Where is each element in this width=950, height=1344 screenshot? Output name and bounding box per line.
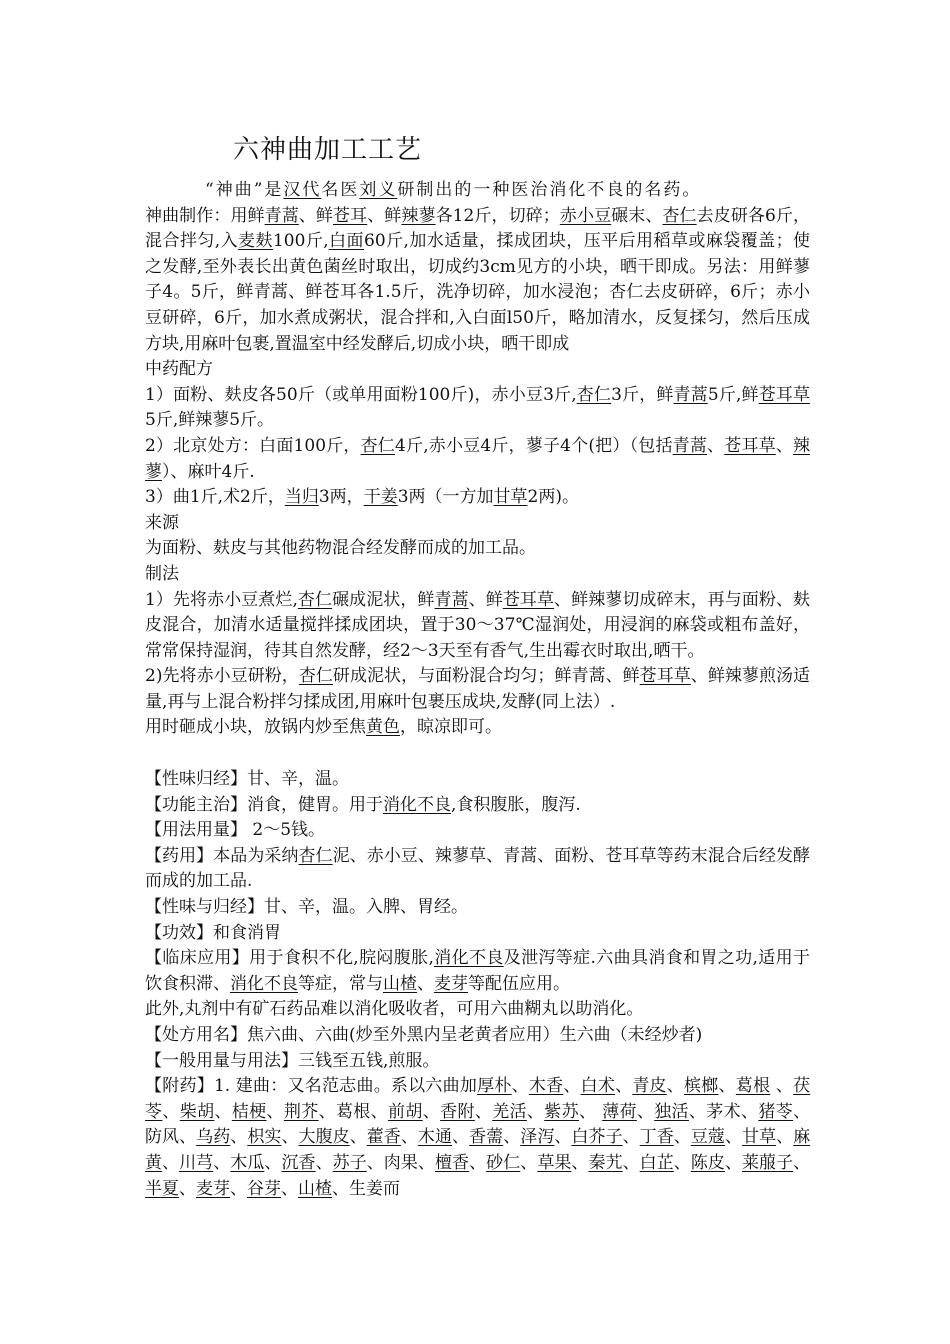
text-run: ,食积腹胀，腹泻. [451,794,581,815]
text-run: 、 [622,1152,640,1173]
herb-link[interactable]: 苍耳草 [502,589,555,610]
text-run: 、 [162,1152,180,1173]
paragraph [145,178,810,204]
herb-link[interactable]: 苍耳草 [724,435,776,456]
herb-link[interactable]: 藿香 [366,1127,401,1148]
text-run: 、 [474,1101,493,1122]
document-title: 六神曲加工工艺 [233,135,423,165]
paragraph [145,767,810,793]
text-run: 碾成泥状，鲜 [332,589,435,610]
text-run: 、鲜辣蓼切成碎末，再与面粉、麸皮混合，加清水适量搅拌揉成团块，置于30～37℃湿润处，用浸润的麻袋或粗布盖好，常常保持湿润，待其自然发酵，经2～3天至有香气,生出霉衣时取出,晒干。 [145,589,811,661]
paragraph [145,511,810,537]
text-run: 来源 [145,512,179,533]
text-run: 、防风、 [145,1101,811,1148]
herb-link[interactable]: 独活 [654,1101,689,1122]
text-run: 、 [422,1101,441,1122]
herb-link[interactable]: 杏仁 [576,384,612,405]
herb-link[interactable]: 杏仁 [662,205,697,226]
herb-link[interactable]: 羌活 [492,1101,527,1122]
paragraph [145,664,810,715]
text-run: 、 [266,1101,284,1122]
text-run: ，晾凉即可。 [400,717,502,738]
herb-link[interactable]: 木香 [528,1076,564,1097]
herb-link[interactable]: 谷芽 [247,1178,281,1199]
text-run: 、 [775,435,794,456]
text-run: 【用法用量】 2～5钱。 [145,820,326,841]
herb-link[interactable]: 陈皮 [690,1152,725,1173]
herb-link[interactable]: 辣蓼 [145,435,811,482]
text-run: 、 [469,1152,487,1173]
text-run: 、鲜 [298,205,334,226]
herb-link[interactable]: 桔梗 [231,1101,267,1122]
herb-link[interactable]: 柴胡 [179,1101,215,1122]
text-run: 、鲜 [367,205,402,226]
text-run: 、 [707,435,725,456]
text-run: 、 [673,1152,691,1173]
herb-link[interactable]: 山楂 [298,1178,332,1199]
text-run: 、 [417,973,434,994]
text-run: 名医 [321,180,360,200]
text-run: 、 [349,1127,367,1148]
herb-link[interactable]: 葛根 [735,1076,771,1097]
text-run: 碾末、 [611,205,663,226]
herb-link[interactable]: 杏仁 [298,666,333,687]
paragraph [145,562,810,588]
paragraph [145,357,810,383]
herb-link[interactable]: 茯苓 [145,1076,811,1122]
herb-link[interactable]: 甘草 [742,1127,777,1148]
text-run: 、 [520,1152,538,1173]
herb-link[interactable]: 槟榔 [684,1076,719,1097]
text-run: 【性味归经】甘、辛，温。 [145,769,349,790]
text-run: 、 [214,1101,232,1122]
herb-link[interactable]: 山楂 [383,973,417,994]
document-page [145,130,810,1202]
paragraph [145,588,810,665]
text-run: 、 [666,1076,685,1097]
herb-link[interactable]: 干姜 [363,487,398,508]
herb-link[interactable]: 泽泻 [520,1127,555,1148]
text-run: 100斤, [272,231,329,252]
text-run: 、 [281,1127,299,1148]
text-run: 中药配方 [145,359,213,380]
herb-link[interactable]: 麦麸 [238,231,273,252]
herb-link[interactable]: 刘义 [359,180,398,200]
text-run: 、 [554,1127,572,1148]
herb-link[interactable]: 苍耳 [333,205,368,226]
herb-link[interactable]: 甘草 [493,487,528,508]
herb-link[interactable]: 苏子 [332,1152,367,1173]
text-run: 去皮研各6斤，混合拌匀,入 [145,205,811,252]
herb-link[interactable]: 厚朴 [477,1076,512,1097]
paragraph [145,895,810,921]
herb-link[interactable]: 青蒿 [672,435,708,456]
text-run: “神曲”是 [205,180,284,200]
paragraph [145,383,810,434]
text-run: 等症，常与 [298,973,383,994]
text-run: 60斤,加水适量，揉成团块，压平后用稻草或麻袋覆盖；使之发酵,至外表长出黄色菌丝时取出，切成约3cm见方的小块，晒干即成。另法：用鲜蓼子4。5斤，鲜青蒿、鲜苍耳各1.5斤，洗净切碎，加水浸泡；杏仁去皮研碎，6斤；赤小豆研碎，6斤，加水煮成粥状，混合拌和,入白面l50斤，略加清水，反复揉匀，然后压成方块,用麻叶包裹,置温室中经发酵后,切成小块，晒干即成 [145,231,811,354]
text-run: 、 [724,1152,742,1173]
herb-link[interactable]: 木通 [417,1127,453,1148]
text-run: 2)先将赤小豆研粉， [145,666,299,687]
herb-link[interactable]: 黄色 [366,717,400,738]
herb-link[interactable]: 苍耳草 [639,666,691,687]
text-run: 1）先将赤小豆煮烂, [145,589,298,610]
text-run: 、 [622,1127,640,1148]
text-run: 、 [526,1101,545,1122]
text-run: 4斤,赤小豆4斤，蓼子4个(把）（包括 [394,435,673,456]
paragraph [145,818,810,844]
text-run: 【一般用量与用法】三钱至五钱,煎服。 [145,1050,440,1071]
paragraph [145,997,810,1023]
herb-link[interactable]: 杏仁 [297,589,333,610]
herb-link[interactable]: 当归 [284,487,319,508]
herb-link[interactable]: 杏仁 [298,845,333,866]
text-run: 【功能主治】消食，健胃。用于 [145,794,383,815]
text-run: 【药用】本品为采纳 [145,845,299,866]
text-run: 【临床应用】用于食积不化,脘闷腹胀, [145,948,434,969]
herb-link[interactable]: 白术 [580,1076,616,1097]
text-run: 、 [615,1076,633,1097]
text-run: 3两， [318,487,364,508]
text-run: 【处方用名】焦六曲、六曲(炒至外黑内呈老黄者应用）生六曲（未经炒者) [145,1025,703,1045]
herb-link[interactable]: 消化不良 [433,948,504,969]
herb-link[interactable]: 白芥子 [571,1127,623,1148]
paragraph [145,715,810,741]
herb-link[interactable]: 杏仁 [360,435,395,456]
text-run: 5斤,鲜辣蓼5斤。 [145,410,275,431]
text-run: 及泄泻等症.六曲具消食和胃之功,适用于饮食积滞、 [145,948,810,994]
herb-link[interactable]: 砂仁 [486,1152,521,1173]
herb-link[interactable]: 青蒿 [264,205,299,226]
herb-link[interactable]: 莱菔子 [742,1152,794,1173]
text-run: 、 [578,1101,603,1122]
paragraph [145,946,810,997]
text-run: 等配伍应用。 [468,973,570,994]
herb-link[interactable]: 白芷 [639,1152,674,1173]
text-run: 、 [264,1152,282,1173]
herb-link[interactable]: 薄荷 [602,1101,637,1122]
paragraph [145,844,810,895]
text-run: 【附药】1. 建曲：又名范志曲。系以六曲加 [145,1076,478,1097]
text-run: 、 [511,1076,529,1097]
herb-link[interactable]: 香薷 [469,1127,504,1148]
text-run: ）、麻叶4斤. [162,461,255,482]
text-run: 5斤,鲜 [707,384,759,405]
text-run: 用时砸成小块，放锅内炒至焦 [145,717,366,738]
spacer [145,741,810,767]
text-run: 、茅术、 [688,1101,759,1122]
paragraph [145,921,810,947]
herb-link[interactable]: 青蒿 [434,589,469,610]
herb-link[interactable]: 木瓜 [230,1152,265,1173]
herb-link[interactable]: 川芎 [179,1152,214,1173]
text-run: 、 [793,1152,811,1173]
text-run: 、生姜而 [332,1178,400,1199]
paragraph [145,536,810,562]
text-run: 、 [213,1152,231,1173]
text-run: 、葛根、 [318,1101,389,1122]
text-run: 2两)。 [527,487,579,508]
text-run: 各12斤，切碎； [435,205,560,226]
text-run: 、 [776,1127,794,1148]
text-run: 、 [724,1127,743,1148]
herb-link[interactable]: 前胡 [388,1101,423,1122]
text-run: 、 [770,1076,794,1097]
herb-link[interactable]: 豆蔻 [690,1127,725,1148]
herb-link[interactable]: 乌药 [196,1127,231,1148]
text-run: 、 [673,1127,691,1148]
text-run: 研成泥状，与面粉混合均匀；鲜青蒿、鲜 [332,666,640,687]
herb-link[interactable]: 青蒿 [673,384,708,405]
text-run: 、 [230,1178,247,1199]
text-run: 、 [281,1178,298,1199]
herb-link[interactable]: 檀香 [434,1152,470,1173]
herb-link[interactable]: 麦芽 [196,1178,230,1199]
herb-link[interactable]: 消化不良 [230,973,298,994]
text-run: 此外,丸剂中有矿石药品难以消化吸收者，可用六曲糊丸以助消化。 [145,999,644,1020]
text-run: 、肉果、 [366,1152,435,1173]
herb-link[interactable]: 苍耳草 [758,384,810,405]
herb-link[interactable]: 猪苓 [758,1101,794,1122]
text-run: 1）面粉、麸皮各50斤（或单用面粉100斤)，赤小豆3斤, [145,384,577,405]
herb-link[interactable]: 白面 [328,231,364,252]
paragraph [145,1023,810,1049]
herb-link[interactable]: 丁香 [639,1127,674,1148]
herb-link[interactable]: 汉代 [283,180,322,200]
herb-link[interactable]: 麦芽 [434,973,468,994]
text-run: 3斤，鲜 [611,384,674,405]
text-run: 、 [179,1178,196,1199]
document-body [145,178,810,1202]
text-run: 研制出的一种医治消化不良的名药。 [397,180,702,200]
text-run: 、鲜辣蓼煎汤适量,再与上混合粉拌匀揉成团,用麻叶包裹压成块,发酵(同上法）. [145,666,811,712]
text-run: 、 [503,1127,521,1148]
herb-link[interactable]: 草果 [537,1152,572,1173]
text-run: 3两（一方加 [397,487,494,508]
text-run: 、鲜 [468,589,503,610]
text-run: 、 [452,1127,470,1148]
paragraph [145,1049,810,1075]
herb-link[interactable]: 赤小豆 [559,205,612,226]
herb-link[interactable]: 香附 [440,1101,475,1122]
herb-link[interactable]: 麻黄 [145,1127,811,1173]
herb-link[interactable]: 沉香 [281,1152,316,1173]
paragraph [145,1074,810,1202]
herb-link[interactable]: 枳实 [247,1127,282,1148]
text-run: 、 [636,1101,655,1122]
text-run: 神曲制作：用鲜 [145,205,265,226]
herb-link[interactable]: 荆芥 [283,1101,319,1122]
herb-link[interactable]: 半夏 [145,1178,179,1199]
text-run: 、 [563,1076,581,1097]
text-run: 、 [162,1101,180,1122]
text-run: 【功效】和食消胃 [145,922,281,943]
text-run: 、 [571,1152,589,1173]
text-run: 2）北京处方：白面100斤， [145,435,361,456]
paragraph [145,793,810,819]
paragraph [145,204,810,358]
text-run: 泥、赤小豆、辣蓼草、青蒿、面粉、苍耳草等药末混合后经发酵而成的加工品. [145,845,811,892]
text-run: 【性味与归经】甘、辛，温。入脾、胃经。 [145,897,468,918]
text-run: 、 [230,1127,248,1148]
herb-link[interactable]: 大腹皮 [298,1127,350,1148]
text-run: 、 [718,1076,736,1097]
text-run: 3）曲1斤,术2斤， [145,487,285,508]
paragraph [145,434,810,485]
text-run: 、 [315,1152,333,1173]
herb-link[interactable]: 消化不良 [383,794,451,815]
text-run: 为面粉、麸皮与其他药物混合经发酵而成的加工品。 [145,538,536,559]
herb-link[interactable]: 青皮 [632,1076,667,1097]
herb-link[interactable]: 辣蓼 [401,205,436,226]
paragraph [145,485,810,511]
herb-link[interactable]: 秦艽 [588,1152,623,1173]
text-run: 、 [400,1127,418,1148]
herb-link[interactable]: 紫苏 [544,1101,579,1122]
text-run: 制法 [145,563,179,584]
